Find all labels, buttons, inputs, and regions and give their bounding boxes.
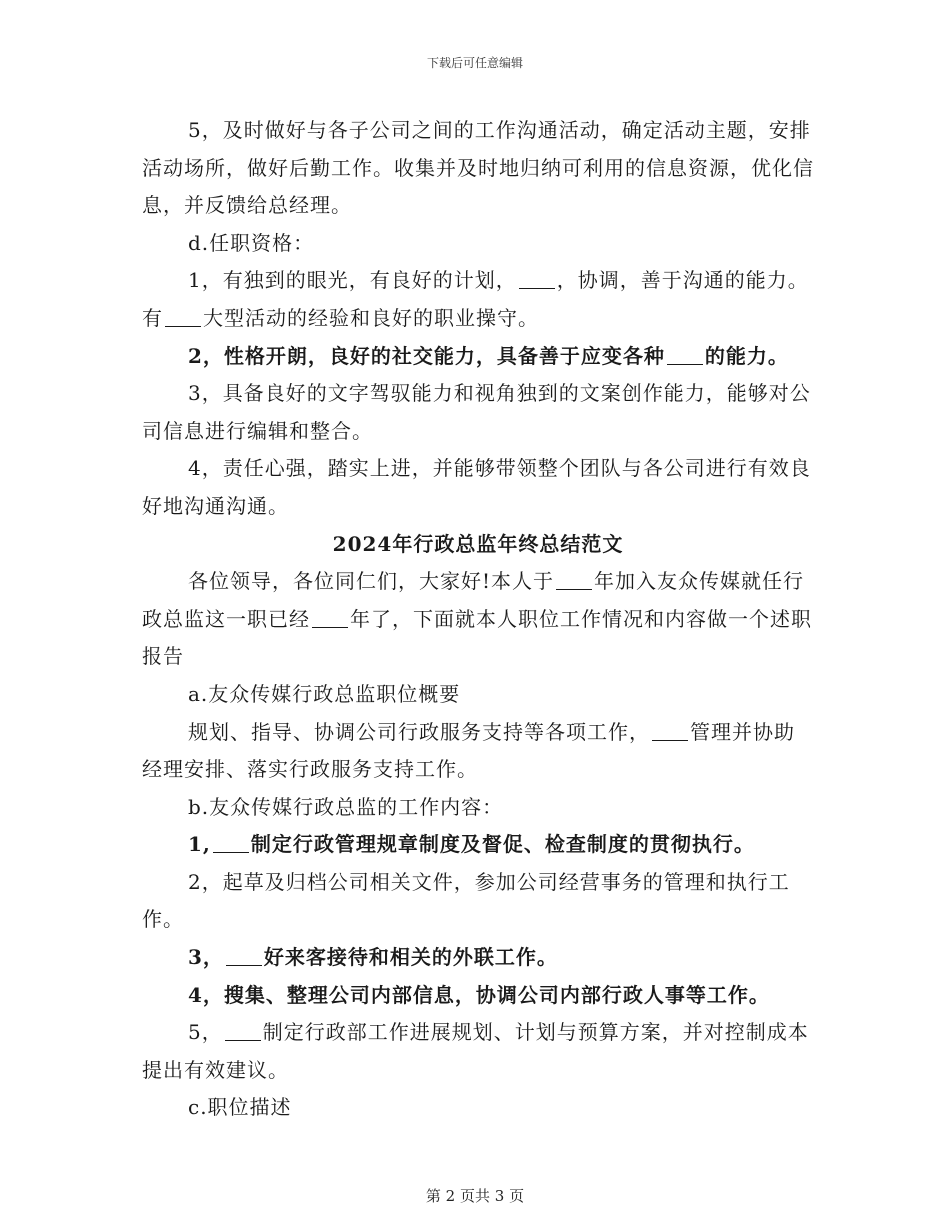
paragraph-bold: 1, 制定行政管理规章制度及督促、检查制度的贯彻执行。	[188, 832, 755, 857]
blank-underline	[213, 834, 249, 853]
paragraph: 规划、指导、协调公司行政服务支持等各项工作， 管理并协助经理安排、落实行政服务支持工作。	[142, 719, 795, 782]
blank-underline	[519, 270, 555, 289]
blank-underline	[652, 722, 688, 741]
paragraph-bold: 2，性格开朗，良好的社交能力，具备善于应变各种 的能力。	[188, 343, 789, 368]
document-title: 2024年行政总监年终总结范文	[332, 531, 624, 556]
blank-underline	[312, 609, 348, 628]
blank-underline	[667, 346, 703, 365]
section-heading-duties: b.友众传媒行政总监的工作内容：	[188, 794, 504, 819]
blank-underline	[165, 308, 201, 327]
paragraph: 5，及时做好与各子公司之间的工作沟通活动，确定活动主题，安排活动场所，做好后勤工作。收集并及时地归纳可利用的信息资源，优化信息，并反馈给总经理。	[142, 118, 814, 218]
paragraph: 1，有独到的眼光，有良好的计划， ，协调，善于沟通的能力。有 大型活动的经验和良好的职业操守。	[142, 268, 809, 330]
blank-underline	[226, 947, 262, 966]
paragraph: 4，责任心强，踏实上进，并能够带领整个团队与各公司进行有效良好地沟通沟通。	[142, 456, 811, 518]
paragraph: 3，具备良好的文字驾驭能力和视角独到的文案创作能力，能够对公司信息进行编辑和整合。	[142, 381, 811, 443]
section-heading-description: c.职位描述	[188, 1095, 292, 1120]
paragraph: 5， 制定行政部工作进展规划、计划与预算方案，并对控制成本提出有效建议。	[142, 1020, 809, 1082]
paragraph-bold: 3， 好来客接待和相关的外联工作。	[188, 945, 558, 970]
blank-underline	[225, 1022, 261, 1041]
section-heading-qualifications: d.任职资格：	[188, 230, 315, 255]
page-header: 下载后可任意编辑	[426, 56, 523, 70]
blank-underline	[556, 571, 592, 590]
paragraph-bold: 4，搜集、整理公司内部信息，协调公司内部行政人事等工作。	[188, 982, 770, 1007]
paragraph: 2，起草及归档公司相关文件，参加公司经营事务的管理和执行工作。	[142, 869, 790, 932]
document-body	[142, 112, 814, 1127]
page-footer: 第 2 页共 3 页	[425, 1187, 525, 1205]
paragraph: 各位领导，各位同仁们，大家好!本人于 年加入友众传媒就任行政总监这一职已经 年了，下面就本人职位工作情况和内容做一个述职报告	[142, 569, 812, 669]
section-heading-summary: a.友众传媒行政总监职位概要	[188, 681, 461, 706]
